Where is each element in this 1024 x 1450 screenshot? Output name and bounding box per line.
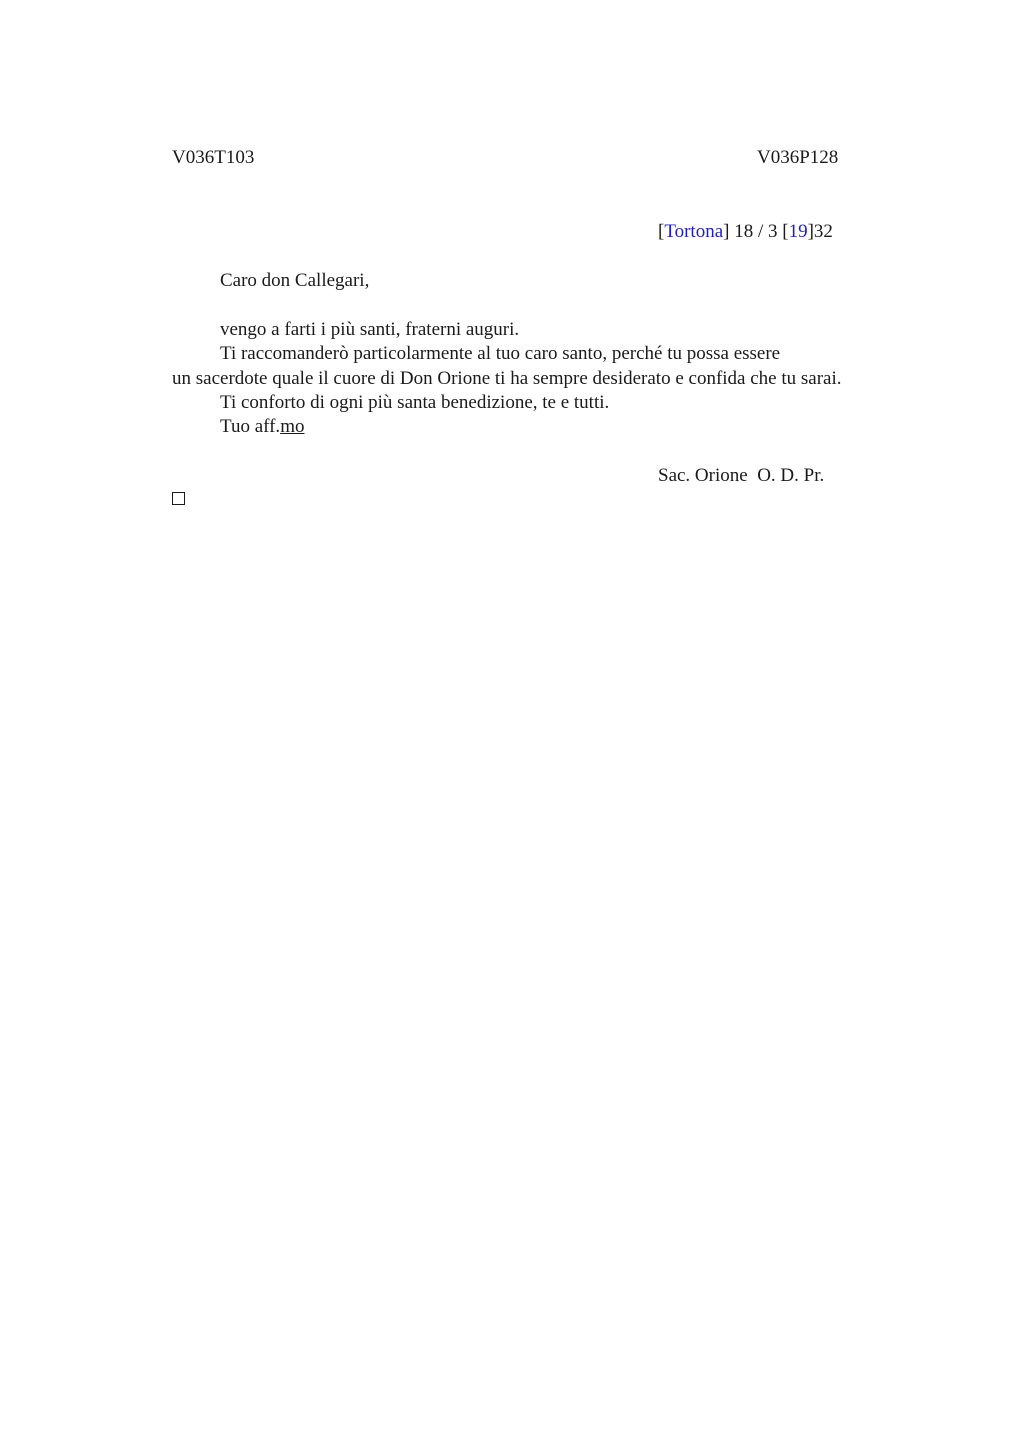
dateline: [658, 220, 833, 244]
century-link[interactable]: 19: [788, 221, 808, 242]
paragraph-2-line-1: Ti raccomanderò particolarmente al tuo caro santo, perché tu possa essere: [220, 343, 781, 364]
salutation: Caro don Callegari,: [220, 270, 370, 291]
paragraph-1: vengo a farti i più santi, fraterni auguri.: [220, 319, 520, 340]
dateline-bracket: ]: [723, 221, 730, 242]
closing-superscript: mo: [280, 416, 305, 437]
dateline-bracket: ]: [807, 221, 814, 242]
closing-prefix: Tuo aff.: [220, 416, 281, 437]
signature: Sac. Orione O. D. Pr.: [658, 465, 825, 486]
header-right-code: V036P128: [757, 147, 839, 168]
paragraph-3: Ti conforto di ogni più santa benedizione, te e tutti.: [220, 392, 610, 413]
dateline-bracket: [: [658, 221, 665, 242]
dateline-day-month: 18 / 3: [729, 221, 783, 242]
paragraph-2-line-2: un sacerdote quale il cuore di Don Orione ti ha sempre desiderato e confida che tu sarai.: [172, 368, 842, 389]
dateline-year: 32: [813, 221, 833, 242]
end-marker-icon: [172, 492, 185, 505]
place-link[interactable]: Tortona: [664, 221, 724, 242]
dateline-bracket: [: [782, 221, 789, 242]
closing: [220, 415, 304, 439]
header-left-code: V036T103: [172, 147, 255, 168]
